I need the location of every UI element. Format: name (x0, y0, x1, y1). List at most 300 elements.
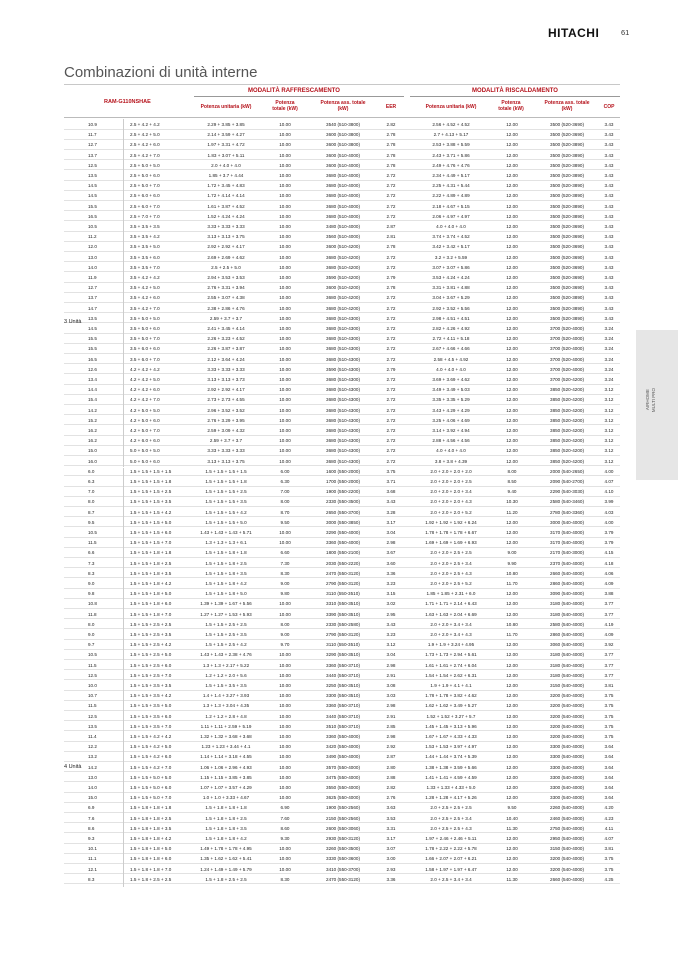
eer-value: 2.93 (386, 866, 396, 872)
cool-total-power: 10.00 (279, 183, 291, 189)
heat-unit-power: 1.78 + 2.22 + 2.22 + 5.78 (425, 846, 477, 852)
heat-absorbed-power: 3850 (520-4200) (550, 397, 584, 403)
table-row (64, 649, 620, 659)
cool-total-power: 9.30 (280, 836, 290, 841)
heat-total-power: 12.00 (506, 744, 518, 750)
total-capacity: 11.9 (88, 275, 97, 280)
table-row (64, 262, 620, 272)
table-row (64, 476, 620, 486)
cool-total-power: 10.00 (279, 428, 291, 433)
heat-absorbed-power: 3850 (520-4200) (550, 417, 584, 423)
total-capacity: 11.2 (88, 234, 97, 240)
cool-absorbed-power: 3680 (510-4300) (326, 336, 360, 342)
cool-total-power: 9.00 (280, 632, 290, 637)
cool-absorbed-power: 3600 (510-3800) (326, 132, 360, 138)
unit-combination: 1.5 + 1.5 + 1.5 + 1.8 (130, 479, 172, 484)
cop-value: 3.12 (604, 397, 614, 403)
cool-absorbed-power: 2030 (550-2220) (326, 560, 360, 566)
eer-value: 3.67 (386, 550, 396, 556)
heat-unit-power: 2.22 + 4.89 + 4.89 (432, 193, 470, 199)
heat-unit-power: 2.0 + 2.0 + 2.0 + 2.5 (430, 479, 472, 484)
cop-value: 3.81 (604, 683, 614, 688)
cool-unit-power: 1.11 + 1.11 + 2.59 + 5.19 (200, 723, 252, 729)
total-capacity: 13.7 (88, 295, 97, 301)
eer-value: 2.72 (386, 417, 396, 423)
cop-value: 3.88 (604, 591, 614, 597)
heat-unit-power: 3.53 + 4.24 + 4.24 (432, 275, 470, 280)
eer-value: 2.91 (386, 672, 396, 678)
cool-unit-power: 1.52 + 4.24 + 4.24 (207, 213, 245, 219)
heat-absorbed-power: 3200 (540-4000) (550, 713, 584, 719)
table-row (64, 874, 620, 884)
cool-unit-power: 1.5 + 1.8 + 1.8 + 1.8 (205, 805, 247, 811)
table-row (64, 721, 620, 731)
table-row (64, 466, 620, 476)
cop-value: 3.77 (604, 672, 614, 678)
total-capacity: 8.0 (88, 621, 95, 627)
unit-combination: 1.5 + 1.5 + 5.0 + 5.0 (130, 774, 172, 780)
unit-combination: 4.2 + 5.0 + 6.0 (130, 417, 160, 423)
cool-absorbed-power: 2930 (550-3120) (326, 836, 360, 841)
unit-combination: 3.5 + 5.0 + 6.0 (130, 326, 160, 331)
heat-absorbed-power: 3500 (520-3890) (550, 213, 584, 219)
heat-total-power: 12.00 (506, 285, 518, 291)
cop-value: 3.43 (604, 234, 614, 240)
cop-value: 4.18 (604, 560, 614, 566)
unit-combination: 3.5 + 5.0 + 5.0 (130, 315, 160, 321)
heat-unit-power: 2.0 + 2.0 + 2.5 + 5.2 (430, 581, 472, 586)
cool-unit-power: 1.5 + 1.8 + 1.8 + 4.2 (205, 836, 247, 841)
unit-combination: 1.5 + 1.5 + 3.5 + 3.5 (130, 683, 172, 688)
group-label-3-units: 3 Unità (64, 319, 82, 325)
cool-unit-power: 2.69 + 2.69 + 4.62 (207, 254, 245, 260)
total-capacity: 11.5 (88, 540, 97, 546)
eer-value: 2.81 (386, 234, 396, 240)
cool-unit-power: 2.0 + 4.0 + 4.0 (211, 162, 241, 168)
cool-absorbed-power: 3680 (510-4300) (326, 458, 360, 464)
heat-absorbed-power: 3500 (520-3690) (550, 285, 584, 291)
cop-value: 3.75 (604, 713, 614, 719)
cop-value: 4.23 (604, 815, 614, 821)
cool-total-power: 10.00 (279, 305, 291, 311)
unit-combination: 1.5 + 1.5 + 2.5 + 3.5 (130, 632, 172, 637)
group-label-4-units: 4 Unità (64, 764, 82, 770)
heat-absorbed-power: 2000 (540-2650) (550, 468, 584, 474)
heat-absorbed-power: 3700 (520-4000) (550, 366, 584, 372)
heat-absorbed-power: 3700 (520-4000) (550, 336, 584, 342)
heat-absorbed-power: 3300 (540-4000) (550, 744, 584, 750)
cool-unit-power: 1.5 + 1.5 + 1.8 + 4.2 (205, 581, 247, 586)
heat-unit-power: 2.88 + 4.56 + 4.56 (432, 438, 470, 444)
cool-unit-power: 1.72 + 3.45 + 4.83 (207, 183, 245, 189)
heat-unit-power: 1.71 + 1.71 + 2.14 + 6.43 (425, 601, 477, 607)
heat-unit-power: 1.41 + 1.41 + 4.59 + 4.59 (425, 774, 477, 780)
heat-total-power: 12.00 (506, 275, 518, 280)
heat-unit-power: 2.0 + 2.0 + 3.4 + 3.4 (430, 621, 472, 627)
heat-unit-power: 2.49 + 4.76 + 4.76 (432, 162, 470, 168)
eer-value: 3.08 (386, 683, 396, 688)
eer-value: 2.76 (386, 795, 396, 801)
unit-combination: 2.5 + 5.0 + 5.0 (130, 162, 160, 168)
cool-total-power: 10.00 (279, 795, 291, 801)
heat-unit-power: 2.56 + 4.52 + 4.52 (432, 122, 470, 127)
heat-unit-power: 1.58 + 1.97 + 1.97 + 6.47 (425, 866, 477, 872)
heat-total-power: 11.30 (506, 876, 518, 882)
heat-total-power: 10.80 (506, 621, 518, 627)
cool-absorbed-power: 3680 (510-4000) (326, 183, 360, 189)
cool-total-power: 10.00 (279, 866, 291, 872)
cop-value: 3.64 (604, 744, 614, 750)
cool-unit-power: 2.76 + 3.29 + 3.95 (207, 417, 245, 423)
cool-unit-power: 2.94 + 3.53 + 3.53 (207, 275, 245, 280)
cool-unit-power: 2.41 + 3.45 + 4.14 (207, 326, 245, 331)
heat-absorbed-power: 3850 (520-4200) (550, 448, 584, 454)
cop-value: 3.75 (604, 734, 614, 739)
unit-combination: 2.5 + 4.2 + 4.2 (130, 122, 160, 127)
title-rule (64, 84, 620, 85)
total-capacity: 11.7 (88, 132, 97, 138)
heat-absorbed-power: 3500 (520-3890) (550, 173, 584, 178)
heat-unit-power: 1.78 + 1.78 + 1.78 + 6.67 (425, 530, 477, 535)
cop-value: 4.25 (604, 876, 614, 882)
total-capacity: 14.7 (88, 305, 97, 311)
heat-unit-power: 2.53 + 3.88 + 5.59 (432, 142, 470, 148)
eer-value: 2.87 (386, 754, 396, 760)
heat-total-power: 12.00 (506, 244, 518, 250)
table-row (64, 313, 620, 323)
unit-combination: 3.5 + 3.5 + 4.2 (130, 234, 160, 240)
table-row (64, 833, 620, 843)
unit-combination: 1.5 + 1.5 + 2.5 + 4.2 (130, 642, 172, 648)
cop-value: 3.24 (604, 356, 614, 362)
table-row (64, 772, 620, 782)
heat-total-power: 12.00 (506, 254, 518, 260)
total-capacity: 11.1 (88, 856, 97, 862)
heat-absorbed-power: 3700 (520-4000) (550, 346, 584, 352)
cool-absorbed-power: 2600 (550-3060) (326, 825, 360, 831)
table-row (64, 527, 620, 537)
table-row (64, 323, 620, 333)
cop-value: 3.43 (604, 213, 614, 219)
cool-total-power: 9.80 (280, 591, 290, 597)
eer-value: 2.72 (386, 448, 396, 454)
heat-unit-power: 3.42 + 3.42 + 5.17 (432, 244, 470, 250)
heat-unit-power: 1.33 + 1.33 + 4.33 + 5.0 (426, 785, 476, 790)
cool-unit-power: 1.2 + 1.2 + 2.8 + 4.8 (205, 713, 247, 719)
cool-absorbed-power: 3110 (550-3510) (326, 591, 360, 597)
heat-absorbed-power: 3300 (540-4000) (550, 774, 584, 780)
table-row (64, 711, 620, 721)
heat-total-power: 12.00 (506, 856, 518, 862)
unit-combination: 2.5 + 5.0 + 7.0 (130, 183, 160, 189)
eer-value: 2.87 (386, 224, 396, 229)
heat-unit-power: 3.8 + 3.8 + 4.39 (434, 458, 468, 464)
unit-combination: 1.5 + 1.8 + 2.5 + 2.5 (130, 876, 172, 882)
eer-value: 3.68 (386, 489, 396, 495)
heat-absorbed-power: 3500 (520-3890) (550, 142, 584, 148)
heat-total-power: 12.00 (506, 326, 518, 331)
heat-absorbed-power: 3000 (540-4000) (550, 519, 584, 525)
heat-total-power: 12.00 (506, 162, 518, 168)
eer-value: 3.23 (386, 632, 396, 637)
unit-combination: 1.5 + 1.5 + 4.2 + 6.0 (130, 754, 172, 760)
total-capacity: 6.9 (88, 805, 95, 811)
eer-value: 2.72 (386, 213, 396, 219)
model-name: RAM-G110NSHAE (104, 99, 151, 105)
heat-total-power: 12.00 (506, 774, 518, 780)
eer-value: 2.80 (386, 764, 396, 770)
heat-total-power: 12.00 (506, 305, 518, 311)
cool-unit-power: 3.33 + 3.33 + 3.33 (207, 224, 245, 229)
unit-combination: 4.2 + 4.2 + 6.0 (130, 387, 160, 393)
cop-value: 3.81 (604, 846, 614, 852)
cool-unit-power: 1.39 + 1.39 + 1.67 + 5.56 (200, 601, 252, 607)
heat-unit-power: 1.9 + 1.9 + 3.24 + 4.95 (427, 642, 475, 648)
header-cop: COP (603, 104, 615, 110)
total-capacity: 12.6 (88, 366, 97, 372)
heat-absorbed-power: 3500 (520-3690) (550, 234, 584, 240)
cool-absorbed-power: 3260 (550-3500) (326, 846, 360, 852)
table-row (64, 588, 620, 598)
eer-value: 2.72 (386, 264, 396, 270)
eer-value: 2.98 (386, 662, 396, 668)
total-capacity: 15.4 (88, 397, 97, 403)
heat-absorbed-power: 3850 (520-4200) (550, 387, 584, 393)
total-capacity: 12.1 (88, 866, 97, 872)
side-tab (636, 330, 678, 480)
cop-value: 3.43 (604, 295, 614, 301)
heat-unit-power: 3.04 + 3.67 + 5.29 (432, 295, 470, 301)
unit-combination: 1.5 + 1.5 + 1.8 + 1.8 (130, 550, 172, 556)
total-capacity: 13.5 (88, 723, 97, 729)
heat-total-power: 12.00 (506, 366, 518, 372)
cool-total-power: 10.00 (279, 683, 291, 688)
heat-unit-power: 2.0 + 2.5 + 2.5 + 3.4 (430, 815, 472, 821)
cop-value: 3.43 (604, 275, 614, 280)
table-row (64, 507, 620, 517)
eer-value: 2.72 (386, 438, 396, 444)
cool-total-power: 10.00 (279, 285, 291, 291)
heat-absorbed-power: 3300 (540-4000) (550, 785, 584, 790)
total-capacity: 8.3 (88, 876, 95, 882)
table-row (64, 547, 620, 557)
heat-total-power: 12.00 (506, 591, 518, 597)
unit-combination: 1.5 + 1.5 + 2.5 + 6.0 (130, 662, 172, 668)
cool-total-power: 10.00 (279, 713, 291, 719)
cool-absorbed-power: 3680 (510-4300) (326, 356, 360, 362)
cool-total-power: 8.30 (280, 876, 290, 882)
heat-total-power: 12.00 (506, 387, 518, 393)
eer-value: 2.92 (386, 744, 396, 750)
cool-unit-power: 1.27 + 1.27 + 1.53 + 5.93 (200, 611, 252, 617)
total-capacity: 9.0 (88, 632, 95, 637)
table-row (64, 139, 620, 149)
heat-total-power: 12.00 (506, 672, 518, 678)
cool-total-power: 10.00 (279, 152, 291, 158)
heat-absorbed-power: 3850 (520-4200) (550, 407, 584, 413)
heat-absorbed-power: 3180 (540-4000) (550, 672, 584, 678)
total-capacity: 14.0 (88, 264, 97, 270)
heat-total-power: 12.00 (506, 530, 518, 535)
header-heat-unit: Potenza unitaria (kW) (425, 104, 477, 110)
cop-value: 3.77 (604, 601, 614, 607)
heat-total-power: 11.70 (506, 581, 518, 586)
cool-unit-power: 2.76 + 3.31 + 3.94 (207, 285, 245, 291)
cool-total-power: 7.60 (280, 815, 290, 821)
cool-absorbed-power: 3680 (510-4000) (326, 213, 360, 219)
heat-absorbed-power: 3500 (520-3890) (550, 193, 584, 199)
unit-combination: 1.5 + 1.8 + 1.8 + 3.5 (130, 825, 172, 831)
table-row (64, 221, 620, 231)
table-row (64, 364, 620, 374)
cop-value: 3.43 (604, 162, 614, 168)
heat-absorbed-power: 3500 (520-3690) (550, 264, 584, 270)
heat-total-power: 12.00 (506, 193, 518, 199)
unit-combination: 5.0 + 5.0 + 5.0 (130, 448, 160, 454)
side-tab-line: MULTI PRO (651, 388, 656, 413)
heat-absorbed-power: 3500 (520-3690) (550, 122, 584, 127)
unit-combination: 3.5 + 5.0 + 7.0 (130, 336, 160, 342)
heat-total-power: 12.00 (506, 152, 518, 158)
unit-combination: 1.5 + 1.5 + 1.5 + 6.0 (130, 530, 172, 535)
cop-value: 3.43 (604, 264, 614, 270)
cool-total-power: 6.90 (280, 805, 290, 811)
cool-absorbed-power: 3680 (510-4300) (326, 417, 360, 423)
cool-total-power: 10.00 (279, 417, 291, 423)
cop-value: 3.99 (604, 499, 614, 505)
unit-combination: 3.5 + 4.2 + 4.2 (130, 275, 160, 280)
cool-total-power: 10.00 (279, 346, 291, 352)
unit-combination: 4.2 + 4.2 + 7.0 (130, 397, 160, 403)
total-capacity: 10.1 (88, 846, 97, 852)
heat-total-power: 11.20 (506, 509, 518, 515)
total-capacity: 9.8 (88, 591, 95, 597)
cool-unit-power: 1.35 + 1.62 + 1.62 + 5.41 (200, 856, 252, 862)
table-row (64, 598, 620, 608)
cool-unit-power: 1.2 + 1.2 + 2.0 + 5.6 (205, 672, 247, 678)
total-capacity: 16.5 (88, 213, 97, 219)
cool-total-power: 6.60 (280, 550, 290, 556)
table-row (64, 241, 620, 251)
eer-value: 3.43 (386, 621, 396, 627)
cool-total-power: 10.00 (279, 336, 291, 342)
total-capacity: 14.5 (88, 326, 97, 331)
cool-total-power: 10.00 (279, 275, 291, 280)
cool-absorbed-power: 3600 (510-4000) (326, 152, 360, 158)
eer-value: 2.98 (386, 540, 396, 546)
unit-combination: 1.5 + 1.8 + 1.8 + 2.5 (130, 815, 172, 821)
heat-absorbed-power: 3170 (540-4000) (550, 540, 584, 546)
heat-total-power: 12.00 (506, 754, 518, 760)
table-row (64, 823, 620, 833)
cop-value: 4.19 (604, 621, 614, 627)
heat-unit-power: 1.38 + 1.38 + 3.59 + 5.66 (425, 764, 477, 770)
heat-absorbed-power: 2580 (540-3460) (550, 499, 584, 505)
cool-total-power: 10.00 (279, 785, 291, 790)
heat-unit-power: 2.34 + 4.49 + 5.17 (432, 173, 470, 178)
cop-value: 3.75 (604, 723, 614, 729)
heat-absorbed-power: 3700 (520-4000) (550, 356, 584, 362)
eer-value: 3.23 (386, 581, 396, 586)
heat-unit-power: 2.06 + 4.97 + 4.97 (432, 213, 470, 219)
cool-total-power: 10.00 (279, 448, 291, 454)
cop-value: 3.43 (604, 315, 614, 321)
unit-combination: 5.0 + 5.0 + 6.0 (130, 458, 160, 464)
heat-unit-power: 1.97 + 2.46 + 2.46 + 5.11 (425, 836, 477, 841)
row-separator (64, 883, 620, 884)
cool-unit-power: 1.49 + 1.78 + 1.78 + 4.95 (200, 846, 252, 852)
cool-absorbed-power: 3600 (510-4200) (326, 285, 360, 291)
heat-total-power: 9.90 (507, 560, 517, 566)
cool-total-power: 8.00 (280, 621, 290, 627)
cop-value: 3.75 (604, 856, 614, 862)
cool-absorbed-power: 3560 (510-4000) (326, 234, 360, 240)
heat-total-power: 12.00 (506, 642, 518, 648)
heat-total-power: 12.00 (506, 785, 518, 790)
heat-absorbed-power: 2660 (540-4000) (550, 876, 584, 882)
eer-value: 2.72 (386, 193, 396, 199)
table-row (64, 864, 620, 874)
heat-absorbed-power: 3850 (520-4200) (550, 428, 584, 433)
eer-value: 2.79 (386, 275, 396, 280)
total-capacity: 8.7 (88, 509, 95, 515)
heat-unit-power: 2.0 + 2.0 + 2.0 + 4.3 (430, 499, 472, 505)
cool-absorbed-power: 3360 (550-3710) (326, 703, 360, 709)
heat-total-power: 12.00 (506, 264, 518, 270)
cop-value: 4.11 (604, 825, 614, 831)
cool-total-power: 10.00 (279, 662, 291, 668)
heat-total-power: 12.00 (506, 234, 518, 240)
heat-unit-power: 4.0 + 4.0 + 4.0 (436, 224, 466, 229)
heat-total-power: 12.00 (506, 173, 518, 178)
heat-unit-power: 2.7 + 4.13 + 5.17 (433, 132, 469, 138)
heat-total-power: 12.00 (506, 203, 518, 209)
total-capacity: 11.8 (88, 611, 97, 617)
heat-total-power: 11.30 (506, 825, 518, 831)
cool-unit-power: 3.33 + 3.33 + 3.33 (207, 448, 245, 454)
heat-unit-power: 1.44 + 1.44 + 3.74 + 5.39 (425, 754, 477, 760)
unit-combination: 1.5 + 1.5 + 3.5 + 5.0 (130, 703, 172, 709)
heat-unit-power: 1.63 + 1.63 + 2.04 + 6.69 (425, 611, 477, 617)
cool-absorbed-power: 3550 (550-4000) (326, 785, 360, 790)
heat-unit-power: 3.35 + 3.35 + 5.29 (432, 397, 470, 403)
eer-value: 2.72 (386, 203, 396, 209)
total-capacity: 16.2 (88, 438, 97, 444)
heat-absorbed-power: 3200 (540-4000) (550, 734, 584, 739)
cool-unit-power: 3.13 + 3.13 + 3.75 (207, 234, 245, 240)
group-header-cooling: MODALITÀ RAFFRESCAMENTO (248, 88, 340, 94)
cop-value: 3.64 (604, 795, 614, 801)
total-capacity: 6.6 (88, 550, 95, 556)
table-row (64, 558, 620, 568)
cop-value: 3.64 (604, 785, 614, 790)
unit-combination: 1.5 + 1.5 + 5.0 + 6.0 (130, 785, 172, 790)
unit-combination: 2.5 + 5.0 + 6.0 (130, 173, 160, 178)
total-capacity: 15.5 (88, 203, 97, 209)
heat-absorbed-power: 2580 (540-4000) (550, 621, 584, 627)
total-capacity: 15.0 (88, 795, 97, 801)
table-row (64, 517, 620, 527)
cop-value: 3.24 (604, 336, 614, 342)
cool-total-power: 8.60 (280, 825, 290, 831)
cool-absorbed-power: 3360 (550-4000) (326, 540, 360, 546)
total-capacity: 9.5 (88, 519, 95, 525)
heat-absorbed-power: 3180 (540-4000) (550, 662, 584, 668)
total-capacity: 11.5 (88, 662, 97, 668)
table-row (64, 445, 620, 455)
total-capacity: 10.9 (88, 122, 97, 127)
heat-absorbed-power: 3500 (520-3890) (550, 305, 584, 311)
